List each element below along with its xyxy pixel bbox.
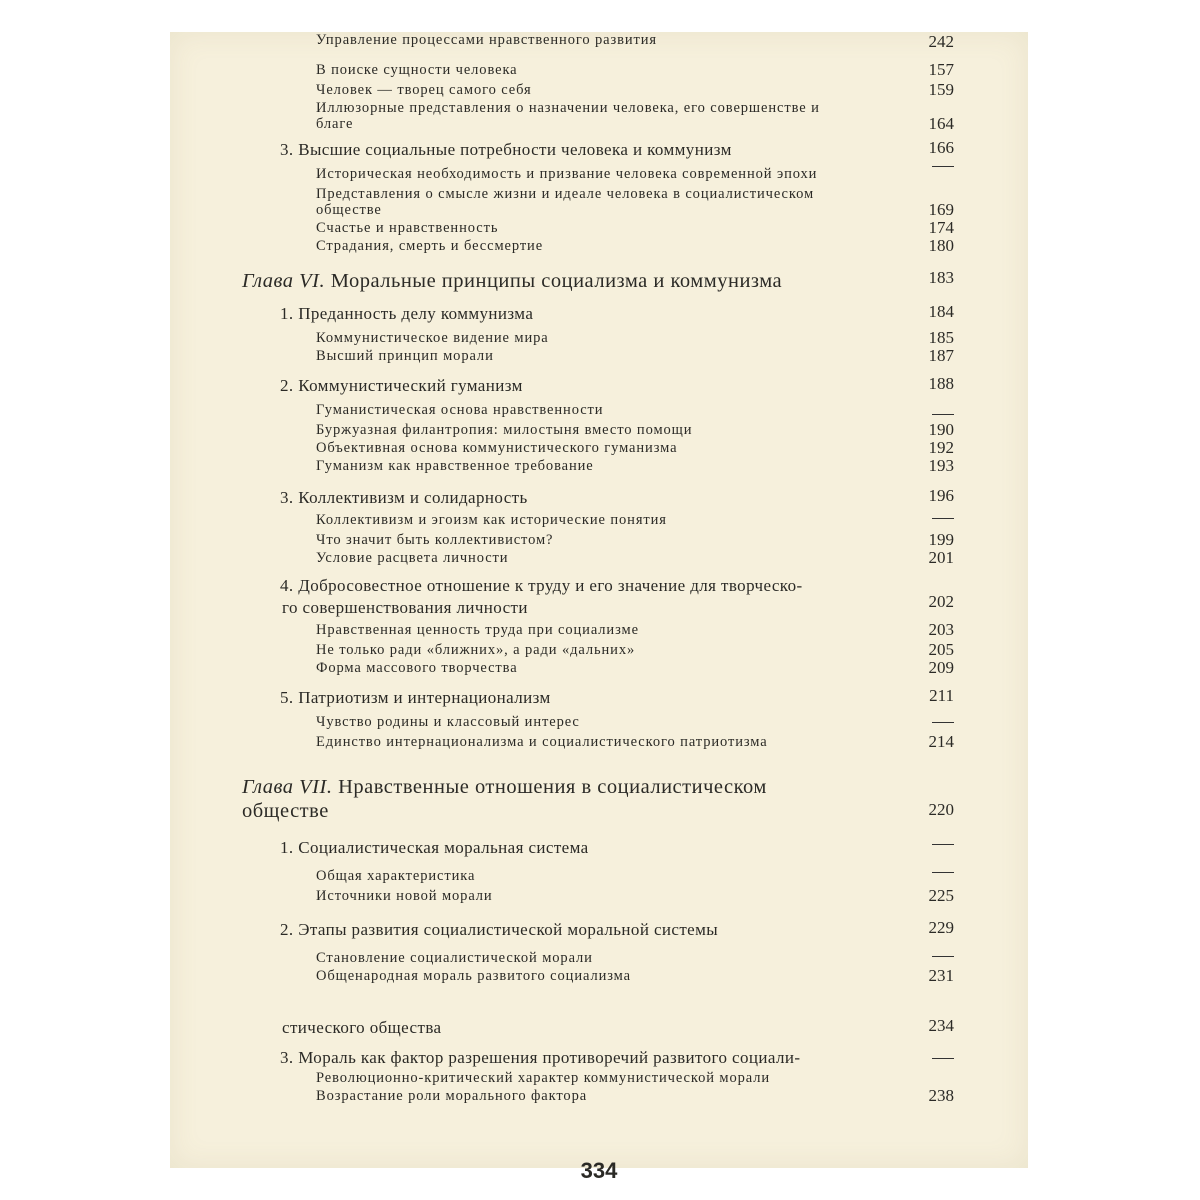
toc-page-number: 184 [928,302,954,321]
toc-entry-title: Человек — творец самого себя [316,82,532,98]
toc-page-number: 201 [928,548,954,567]
toc-page-number: 157 [928,60,954,79]
toc-entry-title: Представления о смысле жизни и идеале человека в социалистическом [316,186,815,202]
toc-entry-title: 3. Коллективизм и солидарность [280,488,528,507]
toc-page-number: 202 [928,592,954,611]
page-dash [932,956,954,957]
toc-entry-continuation: обществе [242,800,329,822]
toc-page-number: 164 [928,114,954,133]
toc-page-number: 205 [928,640,954,659]
toc-entry-title: Гуманистическая основа нравственности [316,402,604,418]
toc-entry-title: Страдания, смерть и бессмертие [316,238,544,254]
toc-entry[interactable] [280,1048,800,1068]
toc-entry-continuation: благе [316,116,354,132]
page-dash [932,722,954,723]
toc-entry[interactable] [280,304,533,324]
toc-entry[interactable] [316,32,657,49]
toc-entry-continuation: го совершенствования личности [282,598,528,617]
toc-entry-title: Управление процессами нравственного развития [316,32,657,48]
toc-entry[interactable] [316,82,532,99]
toc-entry-title: Условие расцвета личности [316,550,509,566]
toc-entry[interactable] [316,734,768,751]
toc-page-number: 234 [928,1016,954,1035]
toc-entry-title: 3. Высшие социальные потребности человека и коммунизм [280,140,732,159]
toc-page-number: 185 [928,328,954,347]
toc-page-number: 225 [928,886,954,905]
toc-page-number: 187 [928,346,954,365]
toc-entry-title: 3. Мораль как фактор разрешения противоречий развитого социали- [280,1048,801,1067]
toc-page-number: 188 [928,374,954,393]
toc-page-number: 190 [928,420,954,439]
toc-entry[interactable] [316,458,594,475]
toc-entry-title: Форма массового творчества [316,660,518,676]
toc-entry[interactable] [316,402,603,419]
toc-page-number: 183 [928,268,954,287]
toc-entry[interactable] [316,714,580,731]
toc-page-number: 203 [928,620,954,639]
toc-entry[interactable] [280,838,589,858]
page-dash [932,844,954,845]
toc-page-number: 238 [928,1086,954,1105]
toc-entry-title: Возрастание роли морального фактора [316,1088,588,1104]
toc-entry-continuation: стического общества [282,1018,442,1037]
book-page [170,32,1028,1183]
toc-entry[interactable] [316,550,508,567]
toc-entry-title: Что значит быть коллективистом? [316,532,554,548]
toc-page-number: 199 [928,530,954,549]
toc-entry-title: 5. Патриотизм и интернационализм [280,688,551,707]
toc-entry-title: Коллективизм и эгоизм как исторические понятия [316,512,667,528]
toc-entry-title: Чувство родины и классовый интерес [316,714,580,730]
toc-page-number: 242 [928,32,954,51]
toc-entry[interactable] [316,622,639,639]
toc-entry-title: Революционно-критический характер коммунистической морали [316,1070,771,1086]
page-dash [932,518,954,519]
toc-page-number: 231 [928,966,954,985]
page-dash [932,414,954,415]
page-dash [932,872,954,873]
toc-entry-title: Нравственные отношения в социалистическом [338,776,767,798]
toc-entry[interactable] [280,920,718,940]
toc-entry-title: 2. Этапы развития социалистической моральной системы [280,920,719,939]
toc-page-number: 196 [928,486,954,505]
toc-entry-title: Моральные принципы социализма и коммунизма [330,270,783,292]
toc-entry[interactable] [316,950,593,967]
toc-page-number: 229 [928,918,954,937]
toc-page-number: 214 [928,732,954,751]
toc-entry-title: Высший принцип морали [316,348,494,364]
toc-page-number: 180 [928,236,954,255]
toc-entry[interactable] [316,512,667,529]
chapter-label: Глава VI. [242,270,326,292]
toc-entry-title: Коммунистическое видение мира [316,330,549,346]
chapter-label: Глава VII. [242,776,333,798]
toc-entry[interactable] [316,220,498,237]
toc-entry[interactable] [280,488,528,508]
toc-entry-title: Буржуазная филантропия: милостыня вместо помощи [316,422,693,438]
toc-page-number: 166 [928,138,954,157]
toc-entry[interactable] [280,688,551,708]
table-of-contents [170,32,1028,1168]
page-number: 334 [580,1158,618,1183]
toc-entry[interactable] [242,776,767,799]
toc-page-number: 220 [928,800,954,819]
toc-entry[interactable] [280,576,803,596]
toc-entry-title: Иллюзорные представления о назначении человека, его совершенстве и [316,100,820,116]
toc-page-number: 174 [928,218,954,237]
toc-entry-continuation: обществе [316,202,382,218]
toc-entry[interactable] [280,376,523,396]
toc-page-number: 209 [928,658,954,677]
toc-entry[interactable] [316,186,814,203]
toc-entry[interactable] [316,166,817,183]
toc-page-number: 211 [929,686,954,705]
toc-entry-title: Историческая необходимость и призвание человека современной эпохи [316,166,818,182]
toc-page-number: 159 [928,80,954,99]
toc-entry[interactable] [316,100,820,117]
toc-entry[interactable] [316,1070,770,1087]
toc-entry[interactable] [316,660,518,677]
toc-entry-title: 1. Социалистическая моральная система [280,838,589,857]
page-dash [932,166,954,167]
toc-entry[interactable] [316,1088,587,1105]
toc-entry-title: Источники новой морали [316,888,493,904]
toc-entry-title: Становление социалистической морали [316,950,593,966]
toc-entry[interactable] [316,330,549,347]
toc-entry-title: 4. Добросовестное отношение к труду и его значение для творческо- [280,576,803,595]
toc-entry-title: Нравственная ценность труда при социализме [316,622,639,638]
toc-entry-title: Общенародная мораль развитого социализма [316,968,631,984]
toc-entry[interactable] [316,532,553,549]
page-dash [932,1058,954,1059]
toc-page-number: 193 [928,456,954,475]
toc-entry-title: 1. Преданность делу коммунизма [280,304,534,323]
toc-entry-title: Не только ради «ближних», а ради «дальних» [316,642,636,658]
toc-entry-title: Счастье и нравственность [316,220,499,236]
toc-entry-title: Объективная основа коммунистического гуманизма [316,440,678,456]
toc-page-number: 192 [928,438,954,457]
toc-entry[interactable] [316,422,692,439]
toc-entry[interactable] [316,888,493,905]
toc-entry-title: Гуманизм как нравственное требование [316,458,594,474]
toc-entry-title: Единство интернационализма и социалистического патриотизма [316,734,768,750]
toc-entry[interactable] [316,968,631,985]
toc-page-number: 169 [928,200,954,219]
toc-entry[interactable] [316,642,635,659]
toc-entry[interactable] [316,238,543,255]
toc-entry[interactable] [316,868,475,885]
toc-entry[interactable] [242,270,782,293]
toc-entry[interactable] [316,440,677,457]
toc-entry-title: В поиске сущности человека [316,62,518,78]
toc-entry[interactable] [316,348,494,365]
toc-entry-title: Общая характеристика [316,868,476,884]
toc-entry-title: 2. Коммунистический гуманизм [280,376,523,395]
toc-entry[interactable] [280,140,732,160]
toc-entry[interactable] [316,62,518,79]
